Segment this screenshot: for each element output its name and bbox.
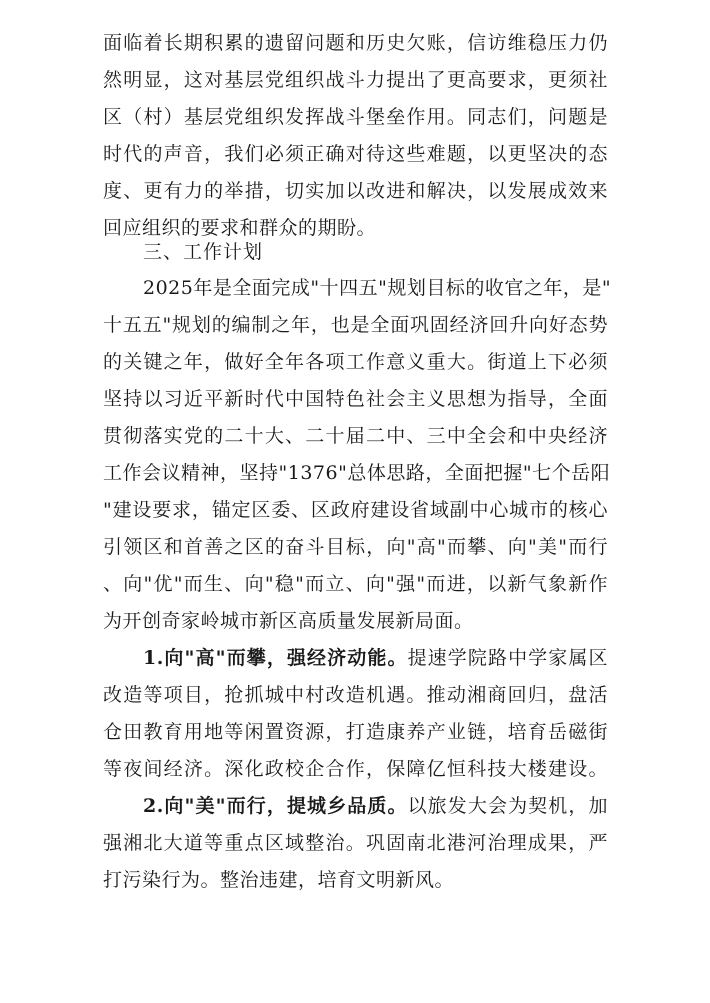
section-heading: 三、工作计划 [143,241,264,263]
text-line: 时代的声音，我们必须正确对待这些难题，以更坚决的态 [103,143,608,165]
item-title: 2.向"美"而行，提城乡品质。 [143,795,408,817]
text-line: 贯彻落实党的二十大、二十届二中、三中全会和中央经济 [103,425,608,447]
text-line: "建设要求，锚定区委、区政府建设省域副中心城市的核心 [103,499,608,521]
text-line: 仓田教育用地等闲置资源，打造康养产业链，培育岳磁街 [103,721,608,743]
text-line: 十五五"规划的编制之年，也是全面巩固经济回升向好态势 [103,314,608,336]
text-line: 的关键之年，做好全年各项工作意义重大。街道上下必须 [103,351,608,373]
item-text: 以旅发大会为契机，加 [407,795,608,817]
text-line: 面临着长期积累的遗留问题和历史欠账，信访维稳压力仍 [103,32,608,54]
text-line: 坚持以习近平新时代中国特色社会主义思想为指导，全面 [103,388,608,410]
text-line: 为开创奇家岭城市新区高质量发展新局面。 [103,610,474,632]
text-line: 等夜间经济。深化政校企合作，保障亿恒科技大楼建设。 [103,758,608,780]
text-line: 打污染行为。整治违建，培育文明新风。 [103,869,455,891]
text-line: 改造等项目，抢抓城中村改造机遇。推动湘商回归，盘活 [103,684,608,706]
text-line: 然明显，这对基层党组织战斗力提出了更高要求，更须社 [103,69,608,91]
text-line: 工作会议精神，坚持"1376"总体思路，全面把握"七个岳阳 [103,462,611,484]
text-line: 、向"优"而生、向"稳"而立、向"强"而进，以新气象新作 [103,573,608,595]
item-text: 提速学院路中学家属区 [407,647,608,669]
text-line: 2025年是全面完成"十四五"规划目标的收官之年，是" [143,277,612,299]
item-first-line [143,788,608,824]
text-line: 区（村）基层党组织发挥战斗堡垒作用。同志们，问题是 [103,106,608,128]
item-first-line [143,640,608,676]
text-line: 引领区和首善之区的奋斗目标，向"高"而攀、向"美"而行 [103,536,608,558]
text-line: 强湘北大道等重点区域整治。巩固南北港河治理成果，严 [103,832,608,854]
item-title: 1.向"高"而攀，强经济动能。 [143,647,408,669]
text-line: 回应组织的要求和群众的期盼。 [103,217,377,239]
text-line: 度、更有力的举措，切实加以改进和解决，以发展成效来 [103,180,608,202]
